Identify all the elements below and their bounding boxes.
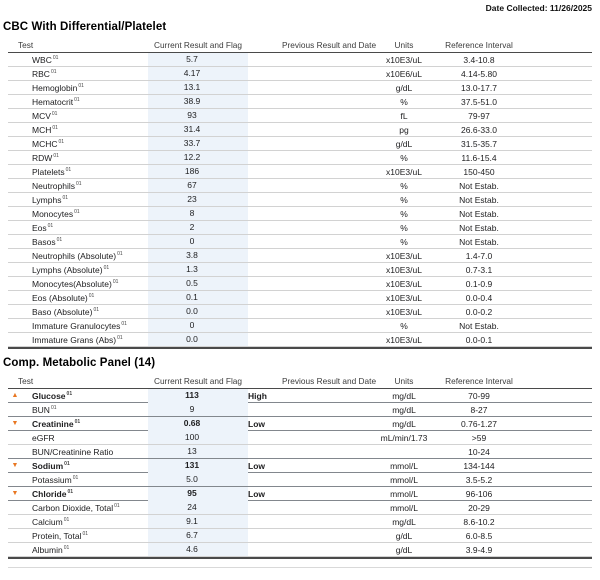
reference-interval-value: 8.6-10.2	[463, 516, 495, 527]
section-cbc-differential-platelet	[0, 21, 600, 349]
test-footnote-superscript: 01	[74, 419, 81, 426]
table-row	[8, 249, 592, 263]
test-footnote-superscript: 01	[67, 489, 74, 496]
test-footnote-superscript: 01	[64, 461, 70, 468]
reference-interval-value: 134-144	[463, 461, 495, 471]
units-value: mg/dL	[392, 404, 416, 415]
current-result-value: 95	[148, 487, 248, 501]
table-header-row	[8, 374, 592, 389]
units-value: x10E3/uL	[386, 278, 422, 289]
table-row	[8, 235, 592, 249]
test-footnote-superscript: 01	[82, 530, 89, 537]
section-title: CBC With Differential/Platelet	[3, 21, 167, 33]
test-footnote-superscript: 01	[56, 236, 63, 243]
current-result-value: 5.7	[148, 53, 248, 66]
current-result-value: 8	[148, 207, 248, 220]
reference-interval-value: 96-106	[465, 489, 493, 499]
table-row	[8, 81, 592, 95]
cmp-results-table	[8, 374, 592, 559]
reference-interval-value: 13.0-17.7	[461, 82, 497, 93]
current-result-value: 186	[148, 165, 248, 178]
current-result-value: 1.3	[148, 263, 248, 276]
units-value: x10E3/uL	[386, 166, 422, 177]
test-footnote-superscript: 01	[47, 222, 54, 229]
reference-interval-value: Not Estab.	[459, 236, 499, 247]
units-value: %	[400, 236, 408, 247]
units-value: mL/min/1.73	[380, 432, 428, 443]
test-name: Baso (Absolute)$^{01}$	[32, 306, 100, 317]
current-result-value: 9.1	[148, 515, 248, 528]
test-footnote-superscript: 01	[117, 334, 123, 341]
reference-interval-value: Not Estab.	[459, 194, 499, 205]
table-row	[8, 445, 592, 459]
reference-interval-value: 6.0-8.5	[465, 530, 493, 541]
current-result-value: 0	[148, 319, 248, 332]
units-value: x10E3/uL	[386, 54, 422, 65]
test-footnote-superscript: 01	[63, 516, 70, 523]
test-name: BUN/Creatinine Ratio	[32, 446, 114, 457]
column-header-current-result: Current Result and Flag	[153, 376, 243, 386]
test-name: Neutrophils (Absolute)$^{01}$	[32, 250, 123, 261]
units-value: mmol/L	[390, 474, 418, 485]
table-row	[8, 501, 592, 515]
test-footnote-superscript: 01	[63, 544, 70, 551]
test-name: Albumin$^{01}$	[32, 544, 70, 555]
table-row	[8, 165, 592, 179]
test-name: Lymphs$^{01}$	[32, 194, 69, 205]
units-value: x10E3/uL	[386, 250, 422, 261]
units-value: %	[400, 194, 408, 205]
reference-interval-value: Not Estab.	[459, 320, 499, 331]
units-value: x10E3/uL	[386, 292, 422, 303]
units-value: g/dL	[395, 530, 413, 541]
reference-interval-value: 37.5-51.0	[461, 96, 497, 107]
current-result-value: 5.0	[148, 473, 248, 486]
units-value: mmol/L	[390, 489, 418, 499]
test-name: Protein, Total$^{01}$	[32, 530, 89, 541]
test-name: Immature Grans (Abs)$^{01}$	[32, 334, 123, 345]
units-value: g/dL	[395, 82, 413, 93]
column-header-units: Units	[394, 376, 414, 386]
units-value: %	[400, 180, 408, 191]
reference-interval-value: 0.7-3.1	[465, 264, 493, 275]
reference-interval-value: 0.1-0.9	[465, 278, 493, 289]
test-name: eGFR	[32, 432, 55, 443]
cmp-table-body	[8, 389, 592, 557]
reference-interval-value: 1.4-7.0	[465, 250, 493, 261]
table-row	[8, 403, 592, 417]
reference-interval-value: >59	[471, 432, 487, 443]
units-value: %	[400, 320, 408, 331]
current-result-value: 12.2	[148, 151, 248, 164]
column-header-units: Units	[394, 40, 414, 50]
test-name: Monocytes$^{01}$	[32, 208, 80, 219]
test-name: MCV$^{01}$	[32, 110, 58, 121]
current-result-value: 9	[148, 403, 248, 416]
column-header-previous-result: Previous Result and Date	[282, 40, 377, 50]
current-result-value: 13	[148, 445, 248, 458]
test-footnote-superscript: 01	[66, 391, 73, 398]
flag-label: Low	[248, 489, 265, 499]
table-row	[8, 95, 592, 109]
current-result-value: 13.1	[148, 81, 248, 94]
table-row	[8, 515, 592, 529]
test-name: Platelets$^{01}$	[32, 166, 72, 177]
test-name: Glucose$^{01}$	[32, 391, 73, 401]
reference-interval-value: 11.6-15.4	[461, 152, 497, 163]
current-result-value: 93	[148, 109, 248, 122]
current-result-value: 24	[148, 501, 248, 514]
table-row	[8, 67, 592, 81]
table-row	[8, 291, 592, 305]
test-footnote-superscript: 01	[72, 474, 79, 481]
test-name: BUN$^{01}$	[32, 404, 57, 415]
low-flag-triangle-down-icon: ▼	[11, 420, 19, 427]
cbc-table-body	[8, 53, 592, 347]
flag-label: Low	[248, 419, 265, 429]
current-result-value: 33.7	[148, 137, 248, 150]
table-row	[8, 277, 592, 291]
table-row	[8, 473, 592, 487]
table-row	[8, 431, 592, 445]
column-header-previous-result: Previous Result and Date	[282, 376, 377, 386]
test-footnote-superscript: 01	[74, 208, 80, 215]
column-header-reference-interval: Reference Interval	[445, 40, 513, 50]
test-footnote-superscript: 01	[93, 306, 100, 313]
test-footnote-superscript: 01	[50, 404, 57, 411]
table-row	[8, 123, 592, 137]
table-row	[8, 179, 592, 193]
test-footnote-superscript: 01	[121, 320, 127, 327]
page-bottom-divider	[8, 567, 592, 568]
table-row	[8, 263, 592, 277]
units-value: %	[400, 222, 408, 233]
current-result-value: 23	[148, 193, 248, 206]
test-footnote-superscript: 01	[52, 54, 59, 61]
units-value: x10E3/uL	[386, 264, 422, 275]
high-flag-triangle-up-icon: ▲	[11, 392, 19, 399]
table-row	[8, 109, 592, 123]
test-name: MCHC$^{01}$	[32, 138, 65, 149]
table-row	[8, 417, 592, 431]
table-row	[8, 221, 592, 235]
current-result-value: 3.8	[148, 249, 248, 262]
test-footnote-superscript: 01	[65, 166, 72, 173]
test-footnote-superscript: 01	[74, 96, 80, 103]
reference-interval-value: 3.4-10.8	[463, 54, 495, 65]
test-footnote-superscript: 01	[103, 264, 110, 271]
current-result-value: 0.0	[148, 305, 248, 318]
column-header-test: Test	[18, 376, 34, 386]
date-collected-label: Date Collected:	[485, 3, 548, 13]
reference-interval-value: 8-27	[470, 404, 488, 415]
test-name: WBC$^{01}$	[32, 54, 59, 65]
table-row	[8, 53, 592, 67]
units-value: x10E3/uL	[386, 306, 422, 317]
reference-interval-value: 0.0-0.1	[465, 334, 493, 345]
current-result-value: 67	[148, 179, 248, 192]
reference-interval-value: 26.6-33.0	[461, 124, 497, 135]
test-name: Sodium$^{01}$	[32, 461, 70, 471]
test-footnote-superscript: 01	[51, 110, 58, 117]
reference-interval-value: 0.0-0.4	[465, 292, 493, 303]
test-name: Chloride$^{01}$	[32, 489, 74, 499]
reference-interval-value: 20-29	[468, 502, 490, 513]
current-result-value: 4.6	[148, 543, 248, 556]
reference-interval-value: 0.76-1.27	[461, 419, 497, 429]
table-row	[8, 389, 592, 403]
test-footnote-superscript: 01	[53, 152, 59, 159]
units-value: x10E3/uL	[386, 334, 422, 345]
reference-interval-value: 0.0-0.2	[465, 306, 493, 317]
test-name: Hematocrit$^{01}$	[32, 96, 80, 107]
test-footnote-superscript: 01	[52, 124, 58, 131]
test-name: Calcium$^{01}$	[32, 516, 70, 527]
table-row	[8, 319, 592, 333]
test-name: Potassium$^{01}$	[32, 474, 79, 485]
low-flag-triangle-down-icon: ▼	[11, 490, 19, 497]
current-result-value: 6.7	[148, 529, 248, 542]
table-row	[8, 193, 592, 207]
cbc-results-table	[8, 38, 592, 349]
test-name: Hemoglobin$^{01}$	[32, 82, 84, 93]
test-name: Basos$^{01}$	[32, 236, 63, 247]
reference-interval-value: Not Estab.	[459, 208, 499, 219]
column-header-reference-interval: Reference Interval	[445, 376, 513, 386]
current-result-value: 38.9	[148, 95, 248, 108]
reference-interval-value: 31.5-35.7	[461, 138, 497, 149]
reference-interval-value: 3.5-5.2	[465, 474, 493, 485]
units-value: mg/dL	[392, 516, 416, 527]
table-row	[8, 305, 592, 319]
current-result-value: 2	[148, 221, 248, 234]
test-footnote-superscript: 01	[76, 180, 82, 187]
test-name: Lymphs (Absolute)$^{01}$	[32, 264, 110, 275]
reference-interval-value: 150-450	[463, 166, 495, 177]
reference-interval-value: 70-99	[468, 391, 490, 401]
test-footnote-superscript: 01	[58, 138, 65, 145]
current-result-value: 0.5	[148, 277, 248, 290]
test-name: Eos$^{01}$	[32, 222, 54, 233]
current-result-value: 0.68	[148, 417, 248, 431]
units-value: mg/dL	[392, 419, 416, 429]
reference-interval-value: Not Estab.	[459, 222, 499, 233]
flag-label: Low	[248, 461, 265, 471]
current-result-value: 0	[148, 235, 248, 248]
current-result-value: 0.0	[148, 333, 248, 346]
table-header-row	[8, 38, 592, 53]
table-row	[8, 207, 592, 221]
units-value: x10E6/uL	[386, 68, 422, 79]
units-value: %	[400, 152, 408, 163]
test-name: MCH$^{01}$	[32, 124, 58, 135]
test-footnote-superscript: 01	[114, 502, 120, 509]
reference-interval-value: 79-97	[468, 110, 490, 121]
date-collected-value: 11/26/2025	[549, 3, 592, 13]
table-row	[8, 151, 592, 165]
column-header-current-result: Current Result and Flag	[153, 40, 243, 50]
current-result-value: 0.1	[148, 291, 248, 304]
units-value: pg	[399, 124, 409, 135]
table-row	[8, 543, 592, 557]
section-title: Comp. Metabolic Panel (14)	[3, 357, 156, 369]
column-header-test: Test	[18, 40, 34, 50]
test-name: Neutrophils$^{01}$	[32, 180, 82, 191]
table-row	[8, 333, 592, 347]
current-result-value: 131	[148, 459, 248, 473]
test-footnote-superscript: 01	[50, 68, 57, 75]
units-value: %	[400, 96, 408, 107]
test-footnote-superscript: 01	[117, 250, 123, 257]
test-footnote-superscript: 01	[78, 82, 84, 89]
section-comp-metabolic-panel	[0, 357, 600, 559]
test-name: Eos (Absolute)$^{01}$	[32, 292, 95, 303]
test-footnote-superscript: 01	[88, 292, 95, 299]
table-row	[8, 487, 592, 501]
reference-interval-value: 3.9-4.9	[465, 544, 493, 555]
test-name: RBC$^{01}$	[32, 68, 57, 79]
reference-interval-value: 10-24	[468, 446, 490, 457]
test-footnote-superscript: 01	[62, 194, 69, 201]
current-result-value: 100	[148, 431, 248, 444]
table-row	[8, 529, 592, 543]
units-value: mmol/L	[390, 502, 418, 513]
units-value: %	[400, 208, 408, 219]
reference-interval-value: 4.14-5.80	[461, 68, 497, 79]
table-row	[8, 137, 592, 151]
test-name: Carbon Dioxide, Total$^{01}$	[32, 502, 120, 513]
current-result-value: 31.4	[148, 123, 248, 136]
units-value: mg/dL	[392, 391, 416, 401]
units-value: mmol/L	[390, 461, 418, 471]
units-value: g/dL	[395, 138, 413, 149]
units-value: fL	[400, 110, 408, 121]
flag-label: High	[248, 391, 267, 401]
units-value: g/dL	[395, 544, 413, 555]
table-row	[8, 459, 592, 473]
current-result-value: 113	[148, 389, 248, 403]
test-name: Immature Granulocytes$^{01}$	[32, 320, 127, 331]
date-collected	[0, 0, 600, 13]
current-result-value: 4.17	[148, 67, 248, 80]
test-name: RDW$^{01}$	[32, 152, 59, 163]
low-flag-triangle-down-icon: ▼	[11, 462, 19, 469]
reference-interval-value: Not Estab.	[459, 180, 499, 191]
test-footnote-superscript: 01	[112, 278, 119, 285]
test-name: Creatinine$^{01}$	[32, 419, 81, 429]
test-name: Monocytes(Absolute)$^{01}$	[32, 278, 119, 289]
